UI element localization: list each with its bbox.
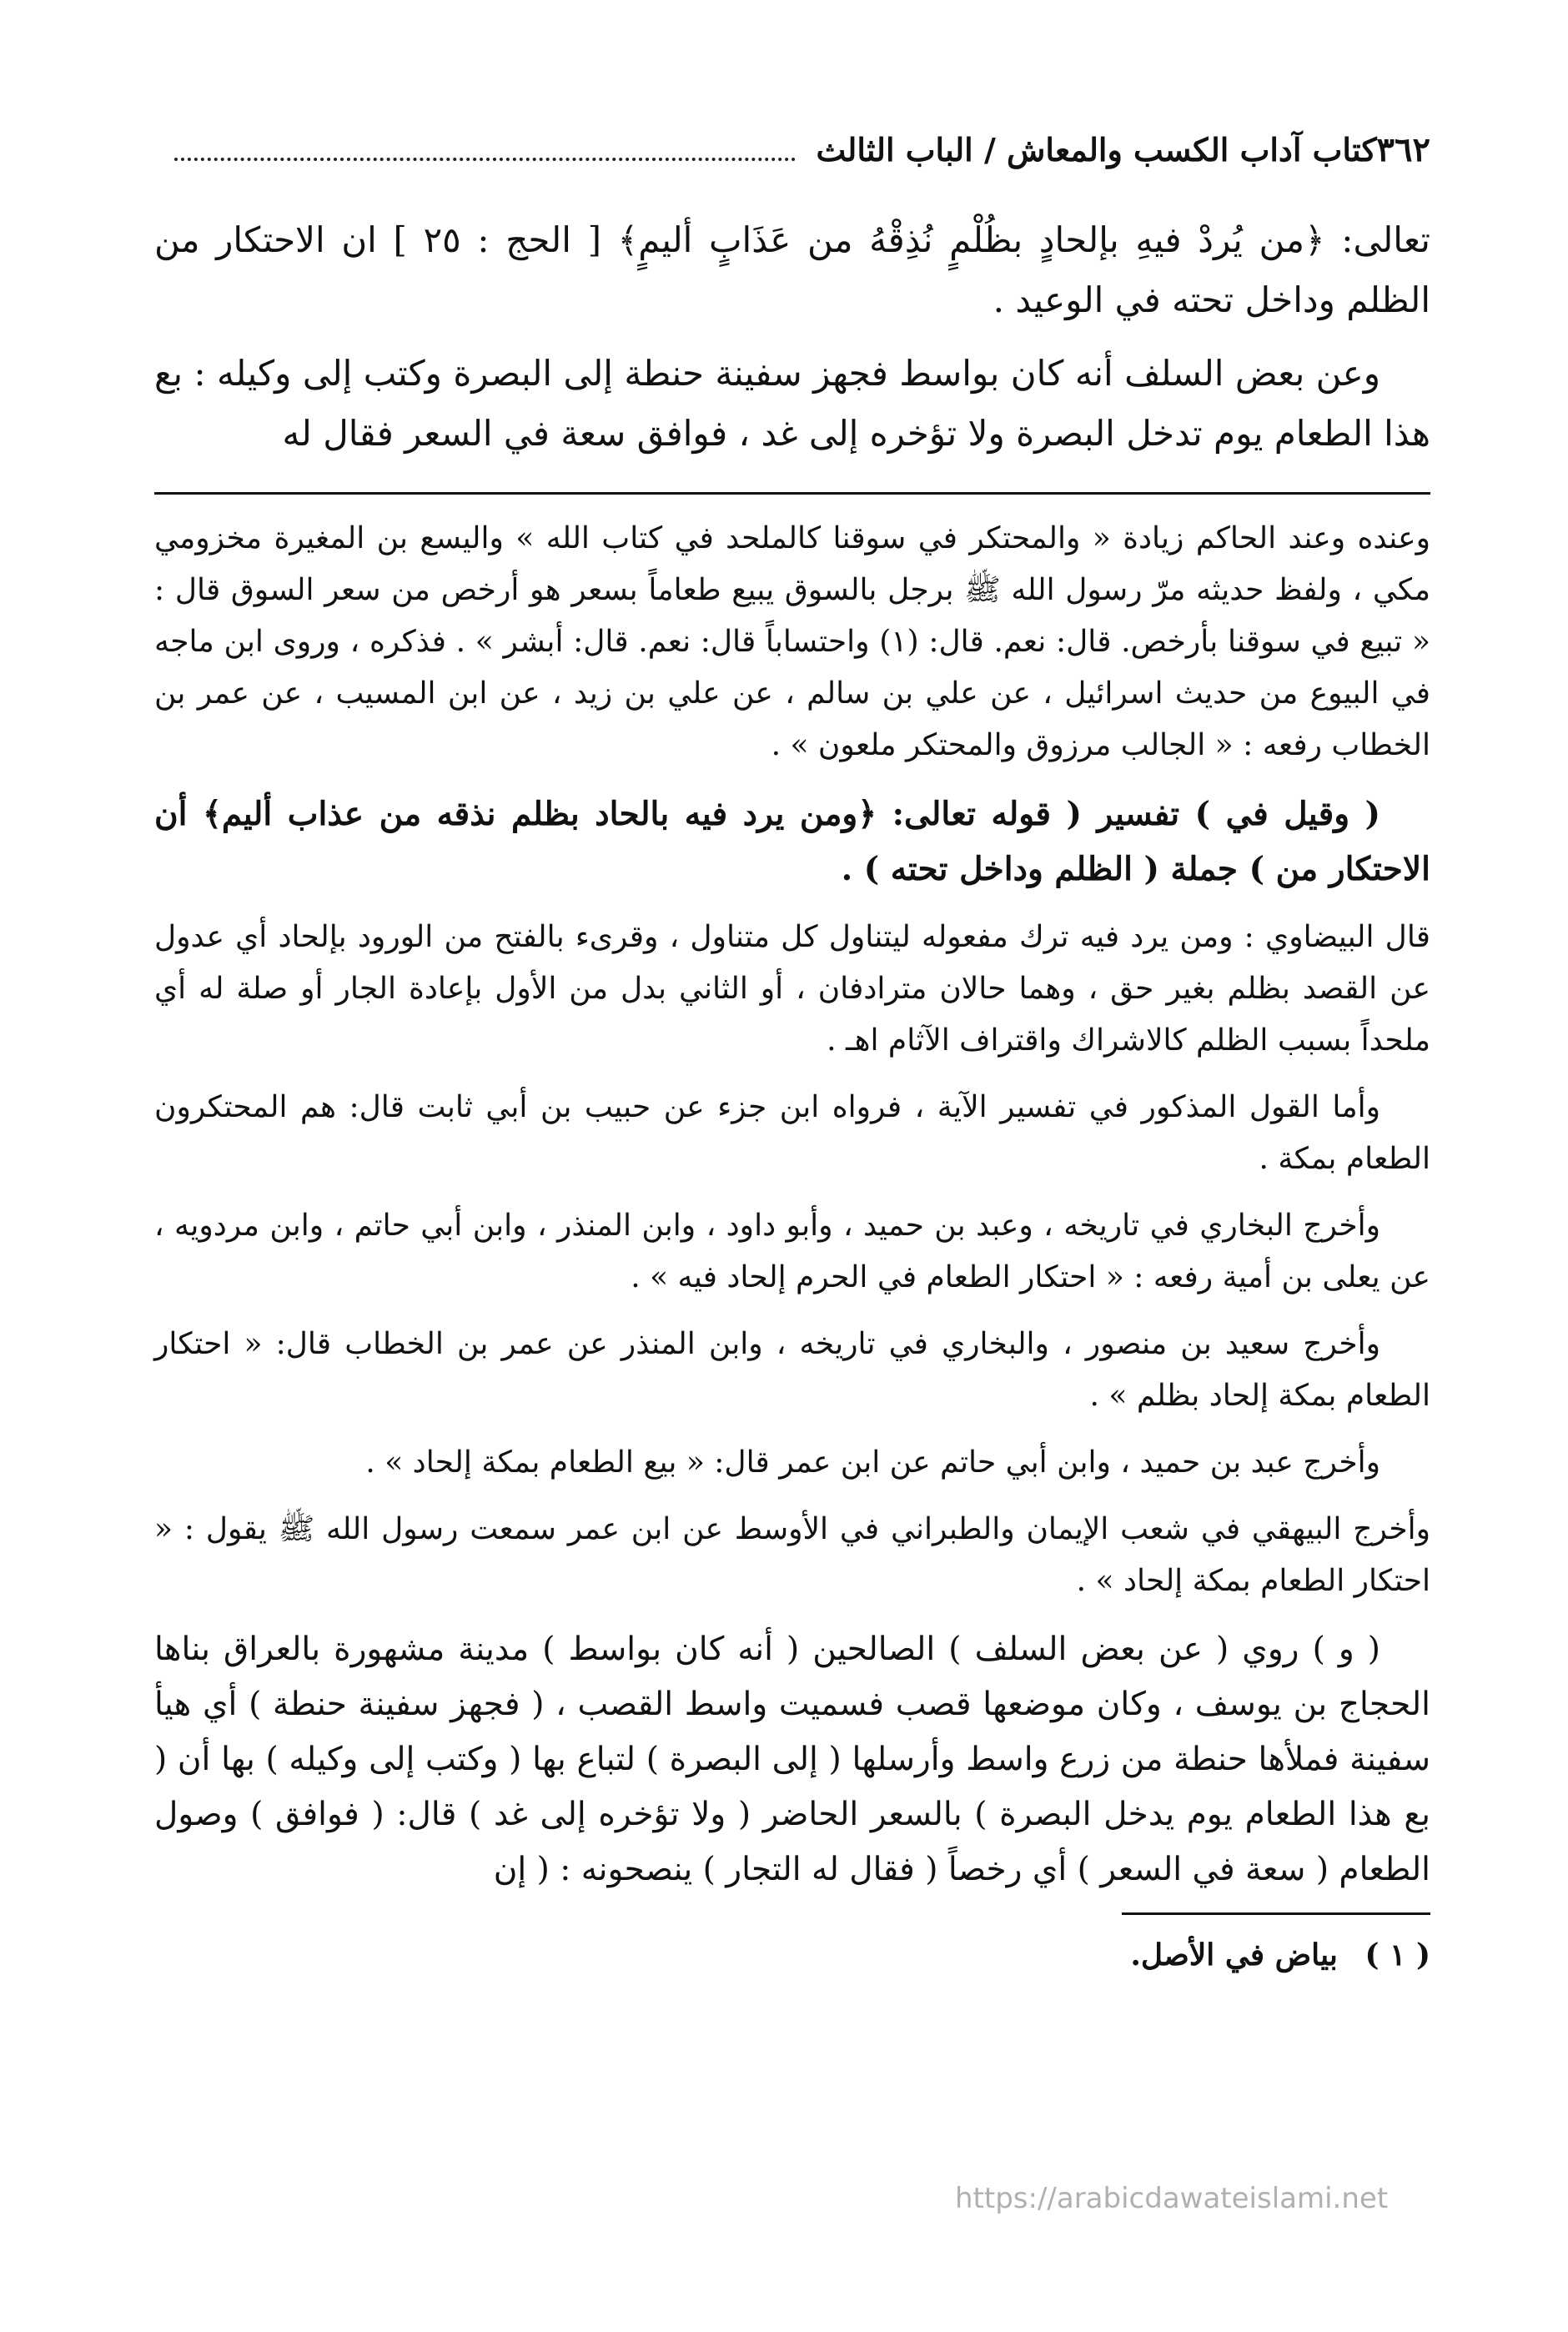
running-title: كتاب آداب الكسب والمعاش / الباب الثالث <box>816 131 1377 168</box>
commentary-paragraph: وأخرج سعيد بن منصور ، والبخاري في تاريخه ، وابن المنذر عن عمر بن الخطاب قال: « احتكار الطعام بمكة إلحاد بظلم » . <box>154 1327 1430 1413</box>
commentary-paragraph: وأخرج عبد بن حميد ، وابن أبي حاتم عن ابن عمر قال: « بيع الطعام بمكة إلحاد » . <box>365 1445 1380 1480</box>
watermark-url: https://arabicdawateislami.net <box>955 2182 1389 2215</box>
main-text <box>154 210 1430 464</box>
header-leader-dots <box>174 158 796 161</box>
commentary-paragraph: قال البيضاوي : ومن يرد فيه ترك مفعوله ليتناول كل متناول ، وقرىء بالفتح من الورود بإلحاد أي عدول عن القصد بظلم بغير حق ، وهما حالان مترادفان ، أو الثاني بدل من الأول بإعادة الجار أو صلة له أي ملحداً بسبب الظلم كالاشراك واقتراف الآثام اهـ . <box>154 920 1430 1058</box>
footnote <box>154 1932 1430 1978</box>
main-paragraph-1: تعالى: ﴿من يُردْ فيهِ بإلحادٍ بظُلْمٍ نُذِقْهُ من عَذَابٍ أليمٍ﴾ [ الحج : ٢٥ ] ان الاحتكار من الظلم وداخل تحته في الوعيد . <box>154 219 1430 320</box>
commentary-paragraph: وعنده وعند الحاكم زيادة « والمحتكر في سوقنا كالملحد في كتاب الله » واليسع بن المغيرة مخزومي مكي ، ولفظ حديثه مرّ رسول الله ﷺ برجل بالسوق يبيع طعاماً بسعر هو أرخص من سعر السوق قال : « تبيع في سوقنا بأرخص. قال: نعم. قال: (١) واحتساباً قال: نعم. قال: أبشر » . فذكره ، وروى ابن ماجه في البيوع من حديث اسرائيل ، عن علي بن سالم ، عن علي بن زيد ، عن ابن المسيب ، عن عمر بن الخطاب رفعه : « الجالب مرزوق والمحتكر ملعون » . <box>154 521 1430 762</box>
running-header <box>154 125 1430 175</box>
commentary-paragraph: وأما القول المذكور في تفسير الآية ، فرواه ابن جزء عن حبيب بن أبي ثابت قال: هم المحتكرون الطعام بمكة . <box>154 1090 1430 1176</box>
book-page <box>154 125 1430 1978</box>
footnote-marker: ( ١ ) <box>1364 1937 1430 1973</box>
main-commentary-divider <box>154 492 1430 495</box>
commentary-paragraph: وأخرج البخاري في تاريخه ، وعبد بن حميد ، وأبو داود ، وابن المنذر ، وابن أبي حاتم ، وابن مردويه ، عن يعلى بن أمية رفعه : « احتكار الطعام في الحرم إلحاد فيه » . <box>154 1209 1430 1294</box>
footnote-text: بياض في الأصل. <box>1130 1937 1338 1973</box>
commentary-paragraph-matn: ( و ) روي ( عن بعض السلف ) الصالحين ( أنه كان بواسط ) مدينة مشهورة بالعراق بناها الحجاج بن يوسف ، وكان موضعها قصب فسميت واسط القصب ، ( فجهز سفينة حنطة ) أي هيأ سفينة فملأها حنطة من زرع واسط وأرسلها ( إلى البصرة ) لتباع بها ( وكتب إلى وكيله ) بها أن ( بع هذا الطعام يوم يدخل البصرة ) بالسعر الحاضر ( ولا تؤخره إلى غد ) قال: ( فوافق ) وصول الطعام ( سعة في السعر ) أي رخصاً ( فقال له التجار ) ينصحونه : ( إن <box>154 1631 1430 1888</box>
footnote-divider <box>1122 1912 1430 1915</box>
page-number: ٣٦٢ <box>1376 130 1430 169</box>
commentary-quoted-matn: ( وقيل في ) تفسير ( قوله تعالى: ﴿ومن يرد فيه بالحاد بظلم نذقه من عذاب أليم﴾ أن الاحتكار من ) جملة ( الظلم وداخل تحته ) . <box>154 795 1430 888</box>
commentary <box>154 513 1430 1897</box>
commentary-paragraph: وأخرج البيهقي في شعب الإيمان والطبراني في الأوسط عن ابن عمر سمعت رسول الله ﷺ يقول : « احتكار الطعام بمكة إلحاد » . <box>154 1512 1430 1598</box>
main-paragraph-2: وعن بعض السلف أنه كان بواسط فجهز سفينة حنطة إلى البصرة وكتب إلى وكيله : بع هذا الطعام يوم تدخل البصرة ولا تؤخره إلى غد ، فوافق سعة في السعر فقال له <box>154 353 1430 454</box>
